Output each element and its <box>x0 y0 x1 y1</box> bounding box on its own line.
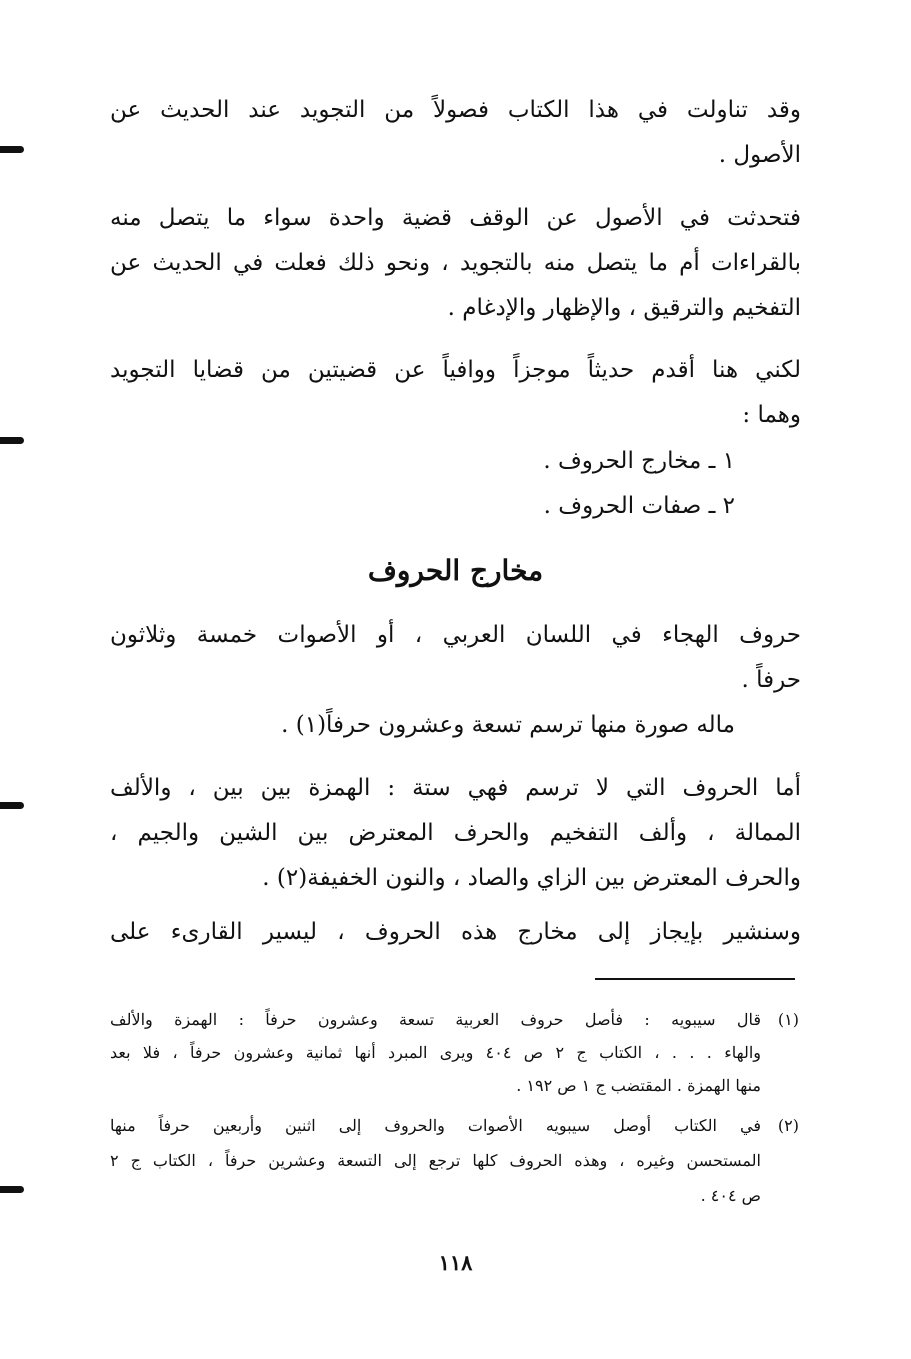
footnote-line: منها الهمزة . المقتضب ج ١ ص ١٩٢ . <box>516 1076 761 1095</box>
body-line: وسنشير بإيجاز إلى مخارج هذه الحروف ، ليسير القارىء على <box>110 919 801 945</box>
body-line: الممالة ، وألف التفخيم والحرف المعترض بين الشين والجيم ، <box>110 820 801 846</box>
section-heading: مخارج الحروف <box>367 554 544 587</box>
body-line: ماله صورة منها ترسم تسعة وعشرون حرفاً(١) . <box>281 712 735 738</box>
body-line: وقد تناولت في هذا الكتاب فصولاً من التجويد عند الحديث عن <box>110 97 801 123</box>
body-line: حرفاً . <box>741 667 801 693</box>
body-line: بالقراءات أم ما يتصل منه بالتجويد ، ونحو ذلك فعلت في الحديث عن <box>110 250 801 276</box>
footnote-line: المستحسن وغيره ، وهذه الحروف كلها ترجع إلى التسعة وعشرين حرفاً ، الكتاب ج ٢ <box>110 1151 761 1170</box>
body-line: التفخيم والترقيق ، والإظهار والإدغام . <box>447 295 801 321</box>
body-line: لكني هنا أقدم حديثاً موجزاً ووافياً عن قضيتين من قضايا التجويد <box>110 357 801 383</box>
body-line: أما الحروف التي لا ترسم فهي ستة : الهمزة بين بين ، والألف <box>110 775 801 801</box>
list-item: ١ ـ مخارج الحروف . <box>543 448 735 474</box>
body-line: والحرف المعترض بين الزاي والصاد ، والنون الخفيفة(٢) . <box>262 865 801 891</box>
page-number: ١١٨ <box>438 1250 473 1275</box>
footnote-line: في الكتاب أوصل سيبويه الأصوات والحروف إلى اثنين وأربعين حرفاً منها <box>110 1116 761 1135</box>
footnote-line: والهاء . . . ، الكتاب ج ٢ ص ٤٠٤ ويرى المبرد أنها ثمانية وعشرون حرفاً ، فلا بعد <box>110 1043 762 1062</box>
footnote-number: (١) <box>777 1010 799 1029</box>
binding-mark <box>0 1186 24 1193</box>
body-line: وهما : <box>742 402 801 428</box>
binding-mark <box>0 437 24 444</box>
footnote-number: (٢) <box>777 1116 799 1135</box>
body-line: حروف الهجاء في اللسان العربي ، أو الأصوات خمسة وثلاثون <box>110 622 801 648</box>
list-item: ٢ ـ صفات الحروف . <box>543 493 735 519</box>
footnote-line: قال سيبويه : فأصل حروف العربية تسعة وعشرون حرفاً : الهمزة والألف <box>110 1010 761 1029</box>
binding-mark <box>0 802 24 809</box>
binding-mark <box>0 146 24 153</box>
footnote-divider <box>595 978 795 980</box>
body-line: الأصول . <box>718 142 801 168</box>
footnote-line: ص ٤٠٤ . <box>700 1186 761 1205</box>
body-line: فتحدثت في الأصول عن الوقف قضية واحدة سواء ما يتصل منه <box>110 205 801 231</box>
